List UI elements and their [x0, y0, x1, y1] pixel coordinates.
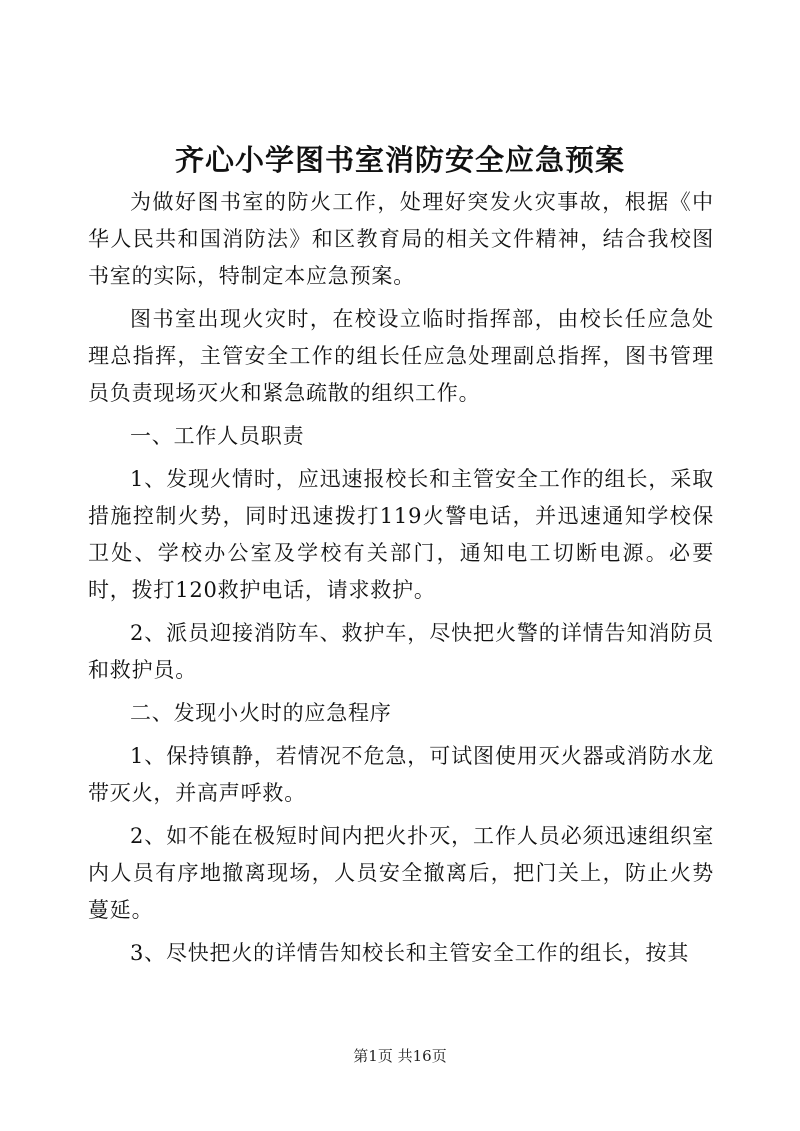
document-title: 齐心小学图书室消防安全应急预案	[174, 143, 625, 177]
paragraph-duty-1: 1、发现火情时，应迅速报校长和主管安全工作的组长，采取措施控制火势，同时迅速拨打119火警电话，并迅速通知学校保卫处、学校办公室及学校有关部门，通知电工切断电源。必要时，拨打120救护电话，请求救护。	[88, 467, 714, 602]
paragraph-duty-2: 2、派员迎接消防车、救护车，尽快把火警的详情告知消防员和救护员。	[88, 621, 714, 682]
paragraph-intro: 为做好图书室的防火工作，处理好突发火灾事故，根据《中华人民共和国消防法》和区教育局的相关文件精神，结合我校图书室的实际，特制定本应急预案。	[88, 190, 714, 288]
paragraph-command: 图书室出现火灾时，在校设立临时指挥部，由校长任应急处理总指挥，主管安全工作的组长任应急处理副总指挥，图书管理员负责现场灭火和紧急疏散的组织工作。	[88, 307, 714, 405]
section-heading-small-fire: 二、发现小火时的应急程序	[130, 701, 392, 725]
section-heading-staff-duties: 一、工作人员职责	[130, 424, 305, 448]
page-footer: 第1页 共16页	[353, 1047, 447, 1065]
paragraph-small-fire-1: 1、保持镇静，若情况不危急，可试图使用灭火器或消防水龙带灭火，并高声呼救。	[88, 744, 714, 805]
paragraph-small-fire-2: 2、如不能在极短时间内把火扑灭，工作人员必须迅速组织室内人员有序地撤离现场，人员安全撤离后，把门关上，防止火势蔓延。	[88, 824, 714, 922]
paragraph-small-fire-3: 3、尽快把火的详情告知校长和主管安全工作的组长，按其	[130, 941, 690, 965]
document-body	[88, 184, 714, 978]
